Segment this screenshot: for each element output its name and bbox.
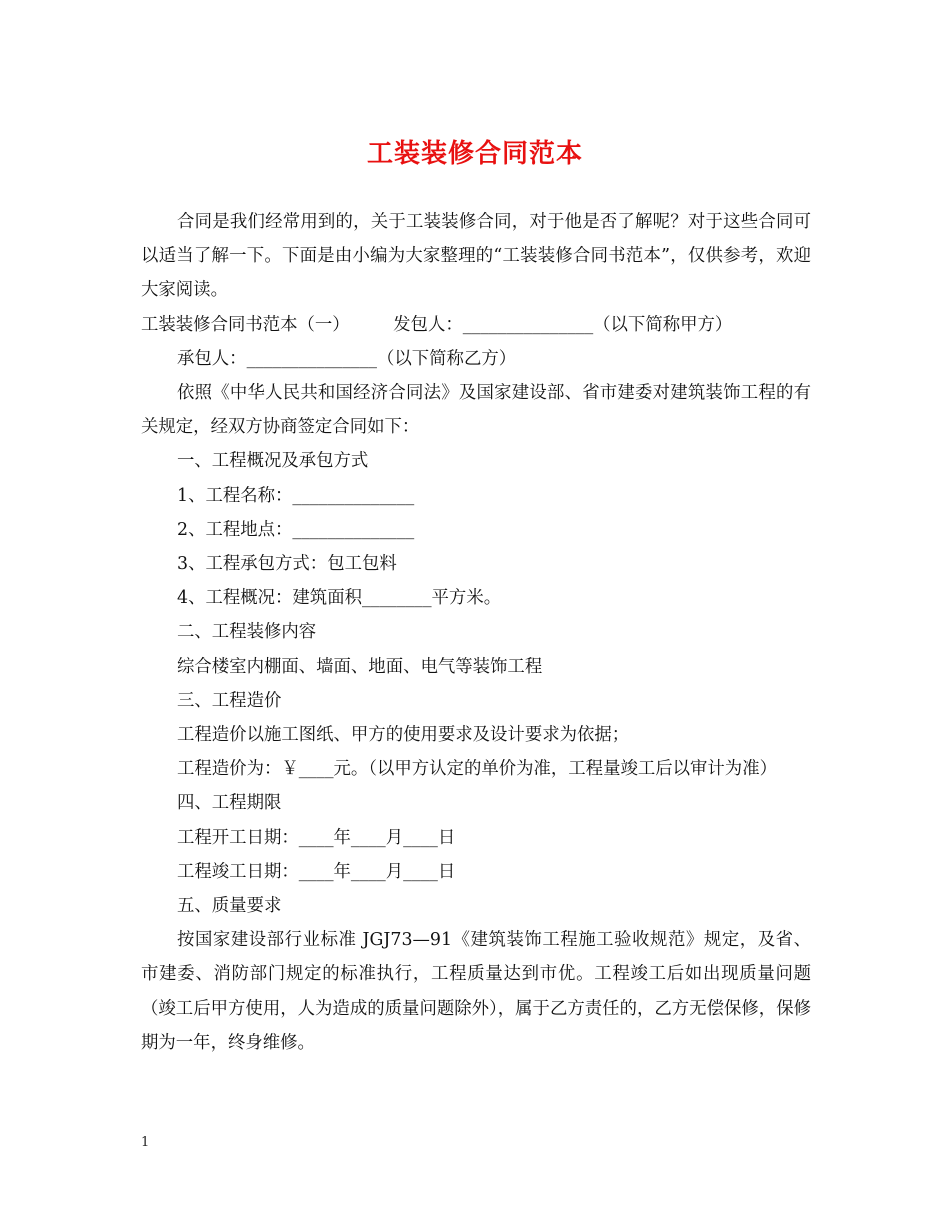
section-heading-2: 二、工程装修内容: [177, 622, 317, 643]
paragraph-basis: 依照《中华人民共和国经济合同法》及国家建设部、省市建委对建筑装饰工程的有关规定，经双方协商签定合同如下：: [141, 383, 811, 438]
paragraph-contractor: 承包人：_______________（以下简称乙方）: [177, 348, 517, 369]
paragraph-quality: 按国家建设部行业标准 JGJ73—91《建筑装饰工程施工验收规范》规定，及省、市建委、消防部门规定的标准执行，工程质量达到市优。工程竣工后如出现质量问题（竣工后甲方使用，人为造成的质量问题除外），属于乙方责任的，乙方无偿保修，保修期为一年，终身维修。: [141, 930, 811, 1053]
section-heading-1: 一、工程概况及承包方式: [177, 451, 369, 472]
paragraph-cost-amount: 工程造价为：￥____元。（以甲方认定的单价为准，工程量竣工后以审计为准）: [177, 759, 777, 780]
section-heading-4: 四、工程期限: [177, 793, 282, 814]
paragraph-start-date: 工程开工日期：____年____月____日: [177, 827, 456, 848]
section-heading-3: 三、工程造价: [177, 690, 282, 711]
paragraph-cost-basis: 工程造价以施工图纸、甲方的使用要求及设计要求为依据；: [177, 725, 630, 746]
list-item-project-overview: 4、工程概况：建筑面积________平方米。: [177, 588, 502, 609]
paragraph-intro: 合同是我们经常用到的，关于工装装修合同，对于他是否了解呢？对于这些合同可以适当了解一下。下面是由小编为大家整理的“工装装修合同书范本”，仅供参考，欢迎大家阅读。: [141, 212, 811, 301]
list-item-contract-method: 3、工程承包方式：包工包料: [177, 554, 397, 575]
document-title: 工装装修合同范本: [366, 139, 583, 169]
paragraph-contract-heading: 工装装修合同书范本（一） 发包人：_______________（以下简称甲方）: [141, 314, 733, 335]
paragraph-decoration-content: 综合楼室内棚面、墙面、地面、电气等装饰工程: [177, 656, 543, 677]
page-number: 1: [141, 1135, 150, 1150]
section-heading-5: 五、质量要求: [177, 896, 282, 917]
list-item-project-location: 2、工程地点：______________: [177, 519, 415, 540]
document-body: [141, 205, 811, 1060]
paragraph-completion-date: 工程竣工日期：____年____月____日: [177, 861, 456, 882]
list-item-project-name: 1、工程名称：______________: [177, 485, 415, 506]
